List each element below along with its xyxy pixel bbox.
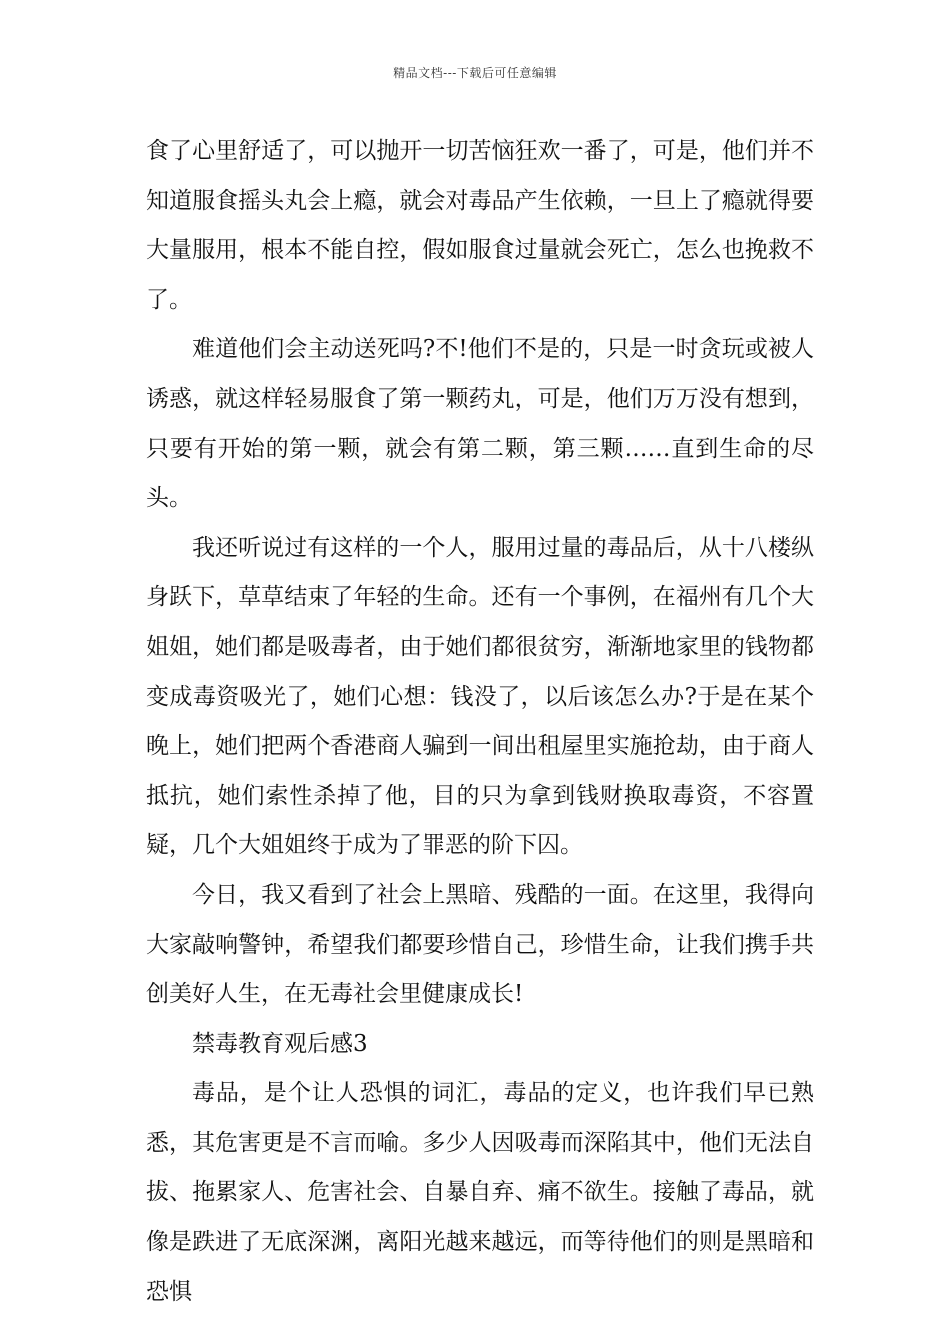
paragraph-5: 毒品，是个让人恐惧的词汇，毒品的定义，也许我们早已熟悉，其危害更是不言而喻。多少人因吸毒而深陷其中，他们无法自拔、拖累家人、危害社会、自暴自弃、痛不欲生。接触了毒品，就像是跌进了无底深渊，离阳光越来越远，而等待他们的则是黑暗和恐惧	[146, 1080, 814, 1305]
paragraph-3: 我还听说过有这样的一个人，服用过量的毒品后，从十八楼纵身跃下，草草结束了年轻的生命。还有一个事例，在福州有几个大姐姐，她们都是吸毒者，由于她们都很贫穷，渐渐地家里的钱物都变成毒资吸光了，她们心想：钱没了，以后该怎么办?于是在某个晚上，她们把两个香港商人骗到一间出租屋里实施抢劫，由于商人抵抗，她们索性杀掉了他，目的只为拿到钱财换取毒资，不容置疑，几个大姐姐终于成为了罪恶的阶下囚。	[146, 534, 814, 859]
paragraph-2: 难道他们会主动送死吗?不!他们不是的，只是一时贪玩或被人诱惑，就这样轻易服食了第一颗药丸，可是，他们万万没有想到，只要有开始的第一颗，就会有第二颗，第三颗……直到生命的尽头。	[146, 336, 814, 512]
paragraph-1: 食了心里舒适了，可以抛开一切苦恼狂欢一番了，可是，他们并不知道服食摇头丸会上瘾，就会对毒品产生依赖，一旦上了瘾就得要大量服用，根本不能自控，假如服食过量就会死亡，怎么也挽救不了。	[146, 138, 814, 313]
paragraph-4: 今日，我又看到了社会上黑暗、残酷的一面。在这里，我得向大家敲响警钟，希望我们都要珍惜自己，珍惜生命，让我们携手共创美好人生，在无毒社会里健康成长!	[146, 881, 814, 1008]
page-header: 精品文档---下载后可任意编辑	[393, 66, 557, 80]
document-body	[146, 127, 814, 1317]
section-heading: 禁毒教育观后感3	[192, 1030, 368, 1057]
